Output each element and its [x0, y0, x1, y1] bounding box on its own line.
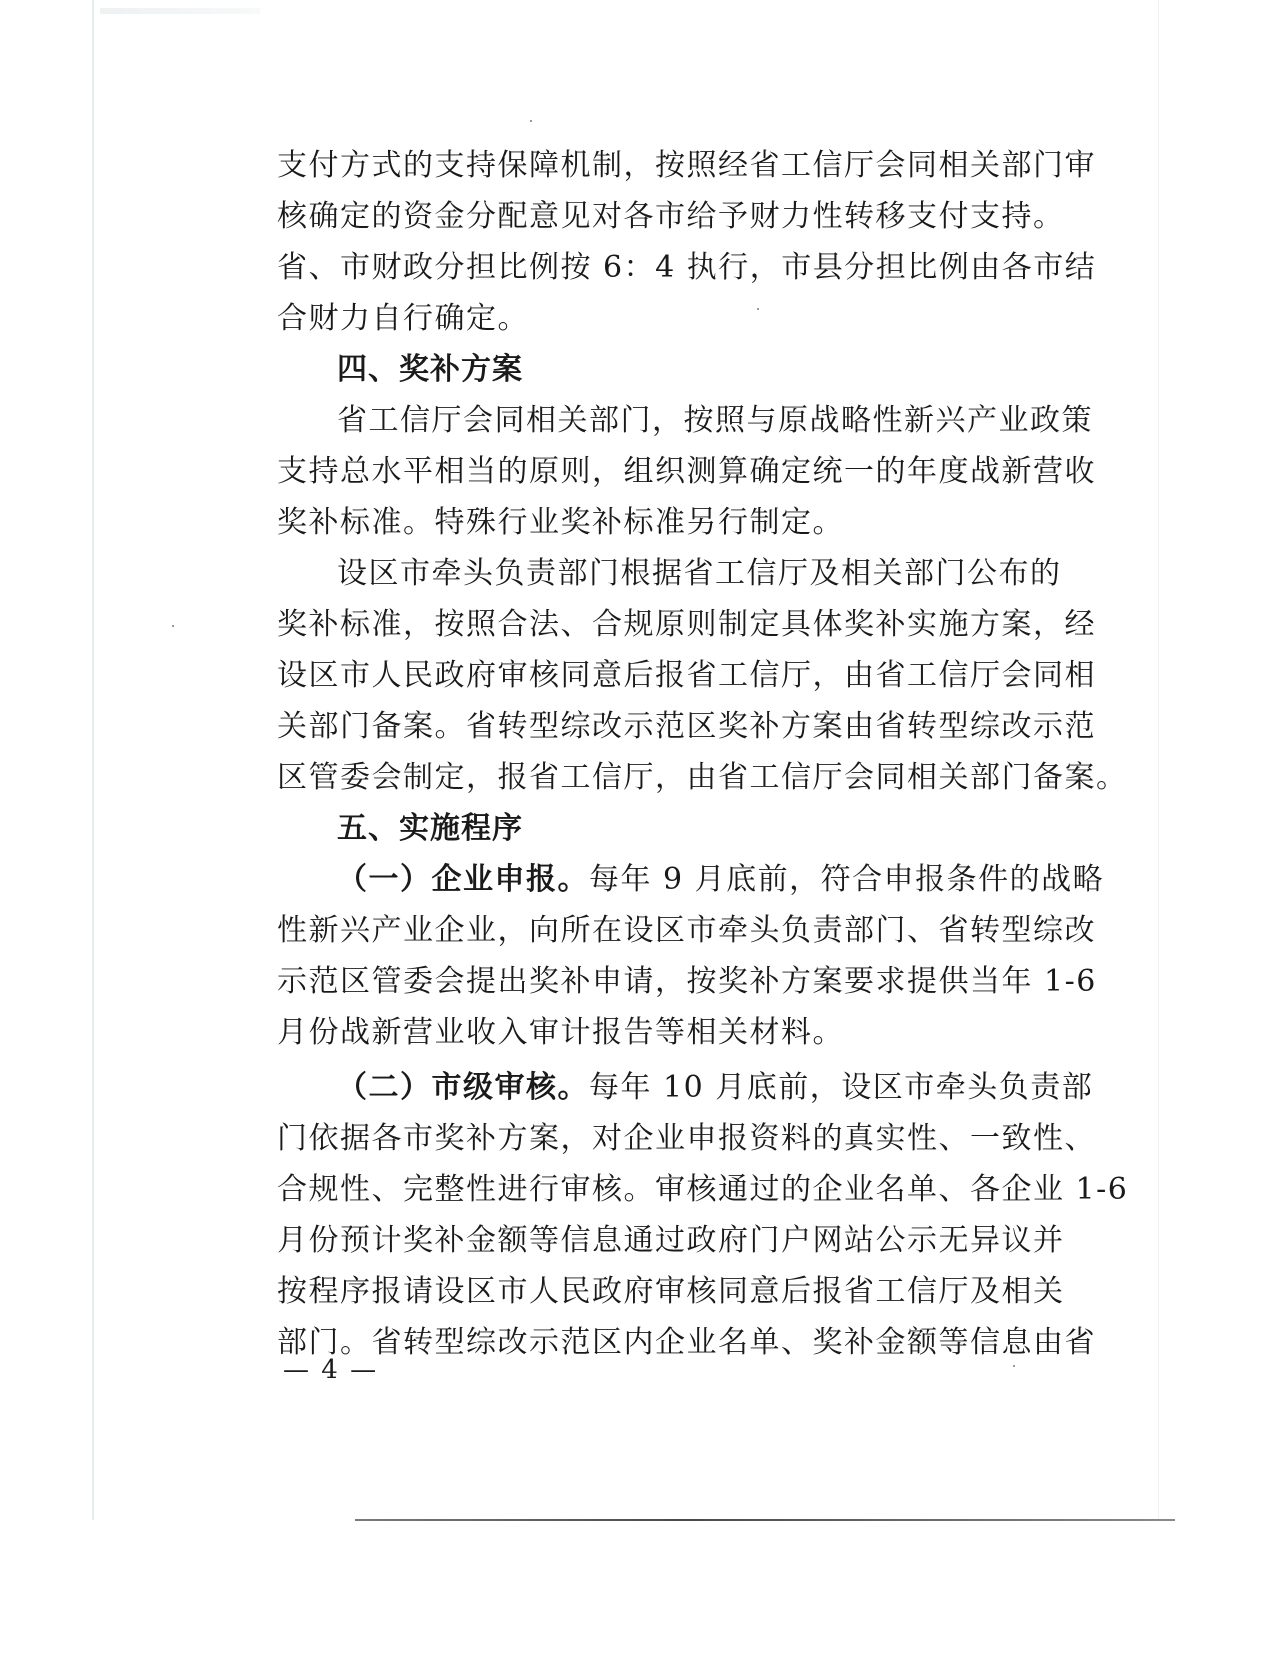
text-line: 设区市牵头负责部门根据省工信厅及相关部门公布的 — [337, 556, 1062, 591]
text-line: 奖补标准。特殊行业奖补标准另行制定。 — [277, 505, 844, 540]
paragraph-enterprise-application — [277, 854, 1105, 1058]
scan-mark-top — [100, 8, 260, 14]
document-body — [277, 140, 1129, 1368]
text-line: 关部门备案。省转型综改示范区奖补方案由省转型综改示范 — [277, 709, 1096, 744]
subheading-city-review: （二）市级审核。 — [337, 1070, 589, 1105]
text-line: 性新兴产业企业，向所在设区市牵头负责部门、省转型综改 — [277, 913, 1096, 948]
scan-speck — [757, 308, 759, 310]
paragraph-city-review — [277, 1062, 1129, 1368]
text-line: 核确定的资金分配意见对各市给予财力性转移支付支持。 — [277, 199, 1065, 234]
text-line: 月份预计奖补金额等信息通过政府门户网站公示无异议并 — [277, 1223, 1065, 1258]
scan-page-edge-left — [92, 0, 94, 1520]
text-line: 省工信厅会同相关部门，按照与原战略性新兴产业政策 — [337, 403, 1093, 438]
text-line: 按程序报请设区市人民政府审核同意后报省工信厅及相关 — [277, 1274, 1065, 1309]
text-line: 部门。省转型综改示范区内企业名单、奖补金额等信息由省 — [277, 1325, 1096, 1360]
text-line: 月份战新营业收入审计报告等相关材料。 — [277, 1015, 844, 1050]
section-heading-award-plan: 四、奖补方案 — [337, 352, 523, 387]
text-line — [277, 854, 1105, 905]
paragraph-city-implementation — [277, 548, 1128, 803]
page-bottom-rule — [355, 1519, 1175, 1521]
scan-speck — [172, 625, 174, 627]
text-line: 奖补标准，按照合法、合规原则制定具体奖补实施方案，经 — [277, 607, 1096, 642]
text-line: 省、市财政分担比例按 6：4 执行，市县分担比例由各市结 — [277, 250, 1097, 285]
scan-speck — [1013, 1365, 1015, 1367]
text-run: 每年 9 月底前，符合申报条件的战略 — [589, 862, 1105, 897]
scan-speck — [530, 120, 532, 122]
text-line: 设区市人民政府审核同意后报省工信厅，由省工信厅会同相 — [277, 658, 1096, 693]
page-number: — 4 — — [283, 1355, 379, 1385]
text-line: 合财力自行确定。 — [277, 301, 529, 336]
text-run: 每年 10 月底前，设区市牵头负责部 — [589, 1070, 1094, 1105]
text-line: 合规性、完整性进行审核。审核通过的企业名单、各企业 1-6 — [277, 1172, 1129, 1207]
text-line: 支持总水平相当的原则，组织测算确定统一的年度战新营收 — [277, 454, 1096, 489]
paragraph-continuation — [277, 140, 1097, 344]
subheading-enterprise-application: （一）企业申报。 — [337, 862, 589, 897]
section-heading-procedure: 五、实施程序 — [337, 811, 523, 846]
scan-page-edge-right — [1158, 0, 1159, 1520]
text-line — [277, 1062, 1094, 1113]
paragraph-award-standard — [277, 395, 1096, 548]
text-line: 区管委会制定，报省工信厅，由省工信厅会同相关部门备案。 — [277, 760, 1128, 795]
text-line: 示范区管委会提出奖补申请，按奖补方案要求提供当年 1-6 — [277, 964, 1097, 999]
text-line: 支付方式的支持保障机制，按照经省工信厅会同相关部门审 — [277, 148, 1096, 183]
text-line: 门依据各市奖补方案，对企业申报资料的真实性、一致性、 — [277, 1121, 1096, 1156]
